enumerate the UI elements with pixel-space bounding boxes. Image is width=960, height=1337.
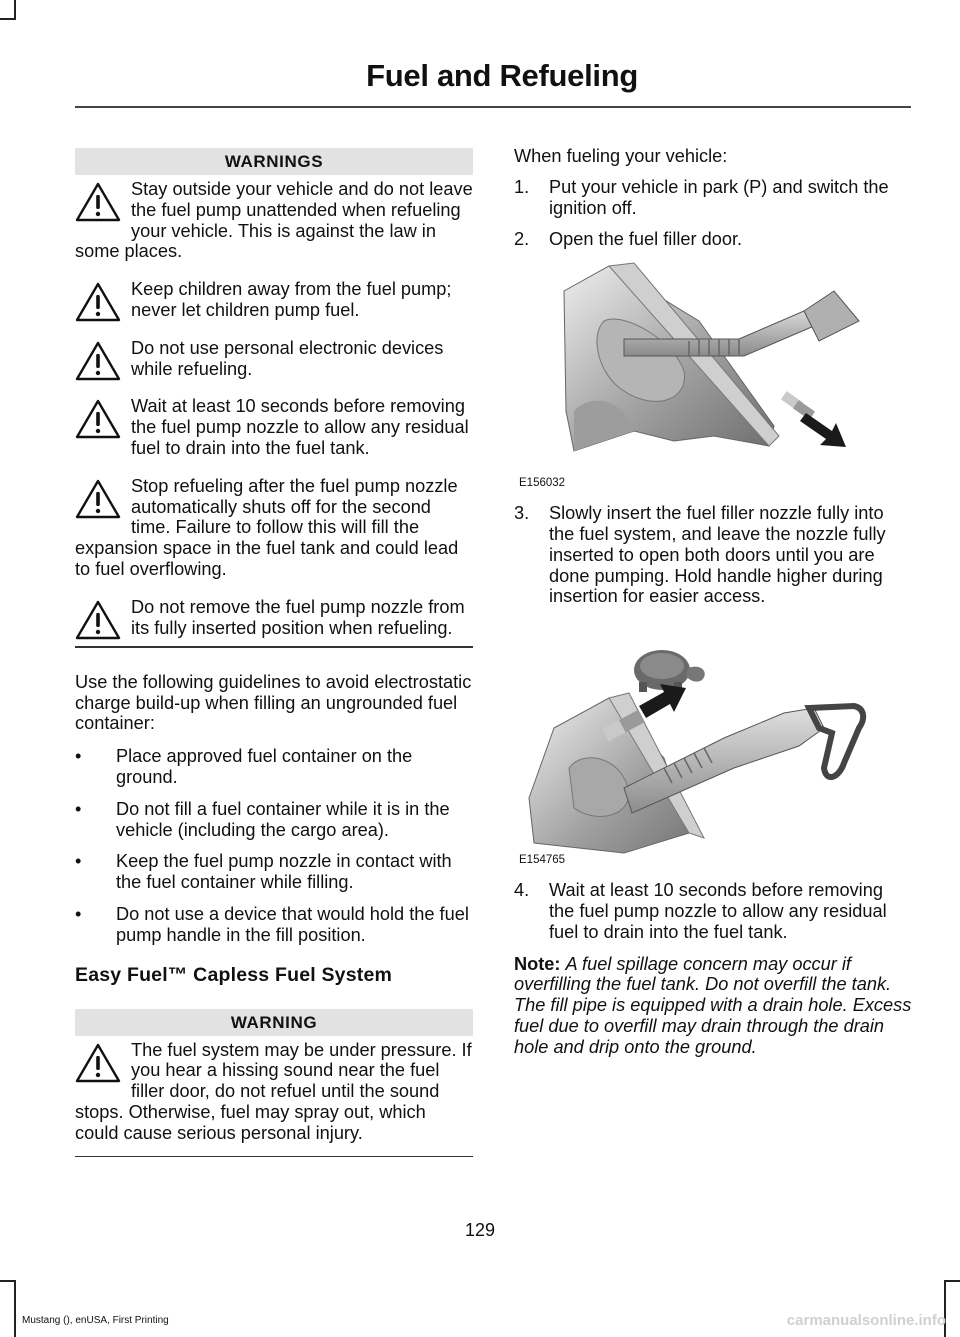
warning-text: The fuel system may be under pressure. If you hear a hissing sound near the fuel filler door, do not refuel until the sound stops. Otherwise, fuel may spray out, which could cause serious personal injury.: [75, 1039, 472, 1143]
warning-triangle-icon: [75, 341, 131, 385]
warning-text: Keep children away from the fuel pump; never let children pump fuel.: [131, 279, 452, 320]
section-rule: [75, 1156, 473, 1158]
crop-mark: [0, 18, 16, 20]
warnings-header: WARNINGS: [75, 148, 473, 175]
watermark: carmanualsonline.info: [786, 1312, 946, 1329]
section-rule: [75, 646, 473, 648]
note-text: A fuel spillage concern may occur if overfilling the fuel tank. Do not overfill the tank. The fill pipe is equipped with a drain hole. Excess fuel due to overfill may drain through the drain hole and drip onto the ground.: [514, 953, 912, 1057]
section-heading: Easy Fuel™ Capless Fuel System: [75, 963, 393, 986]
warning-triangle-icon: [75, 600, 131, 644]
crop-mark: [14, 0, 16, 20]
warning-triangle-icon: [75, 182, 131, 226]
warning-text: Wait at least 10 seconds before removing the fuel pump nozzle to allow any residual fuel to drain into the fuel tank.: [131, 396, 469, 458]
list-item: • Keep the fuel pump nozzle in contact with the fuel container while filling.: [75, 851, 452, 893]
warning-text: Stay outside your vehicle and do not leave the fuel pump unattended when refueling your vehicle. This is against the law in some places.: [75, 179, 473, 262]
crop-mark: [0, 1280, 16, 1282]
warning-triangle-icon: [75, 282, 131, 326]
figure-fuel-door: [514, 261, 912, 489]
left-column: [75, 148, 473, 1157]
warning-item: [75, 396, 473, 458]
note-label: Note:: [514, 953, 561, 974]
steps-list: [514, 880, 912, 942]
warning-item: [75, 1040, 473, 1144]
warning-text: Do not use personal electronic devices while refueling.: [131, 337, 444, 379]
crop-mark: [14, 1280, 16, 1337]
fuel-door-illustration: [514, 261, 912, 489]
steps-list: [514, 503, 912, 607]
figure-nozzle-insertion: [514, 618, 912, 866]
warning-item: [75, 279, 473, 321]
warning-triangle-icon: [75, 1043, 131, 1087]
warning-triangle-icon: [75, 479, 131, 523]
step-item: 1. Put your vehicle in park (P) and switch the ignition off.: [514, 176, 889, 218]
crop-mark: [944, 1280, 960, 1282]
warning-triangle-icon: [75, 399, 131, 443]
nozzle-insertion-illustration: [514, 618, 912, 866]
page-title: Fuel and Refueling: [366, 58, 638, 93]
list-item: • Place approved fuel container on the ground.: [75, 746, 413, 788]
warning-item: [75, 597, 473, 639]
title-rule: [75, 106, 911, 108]
figure-id: E154765: [519, 854, 566, 867]
edition-footer: Mustang (), enUSA, First Printing: [22, 1315, 169, 1326]
warning-header: WARNING: [75, 1009, 473, 1036]
step-item: 3. Slowly insert the fuel filler nozzle fully into the fuel system, and leave the nozzle fully inserted to open both doors until you are done pumping. Hold handle higher during insertion for easier access.: [514, 503, 886, 607]
step-item: 2. Open the fuel filler door.: [514, 229, 743, 250]
guidelines-list: [75, 746, 473, 945]
warning-item: [75, 476, 473, 580]
step-item: 4. Wait at least 10 seconds before removing the fuel pump nozzle to allow any residual fuel to drain into the fuel tank.: [514, 880, 887, 942]
page-number: 129: [464, 1220, 496, 1240]
list-item: • Do not use a device that would hold the fuel pump handle in the fill position.: [75, 904, 469, 945]
warning-item: [75, 179, 473, 262]
warning-text: Stop refueling after the fuel pump nozzle automatically shuts off for the second time. Failure to follow this will fill the expansion space in the fuel tank and could lead to fuel overflowing.: [75, 475, 459, 579]
steps-list: [514, 177, 912, 250]
warning-text: Do not remove the fuel pump nozzle from its fully inserted position when refueling.: [131, 596, 465, 638]
figure-id: E156032: [519, 477, 566, 490]
guidelines-intro: Use the following guidelines to avoid electrostatic charge build-up when filling an ungrounded fuel container:: [75, 671, 472, 734]
note-paragraph: [514, 954, 912, 1058]
right-column: [514, 146, 912, 1058]
fueling-intro: When fueling your vehicle:: [514, 146, 728, 166]
warning-item: [75, 338, 473, 380]
list-item: • Do not fill a fuel container while it is in the vehicle (including the cargo area).: [75, 798, 450, 840]
